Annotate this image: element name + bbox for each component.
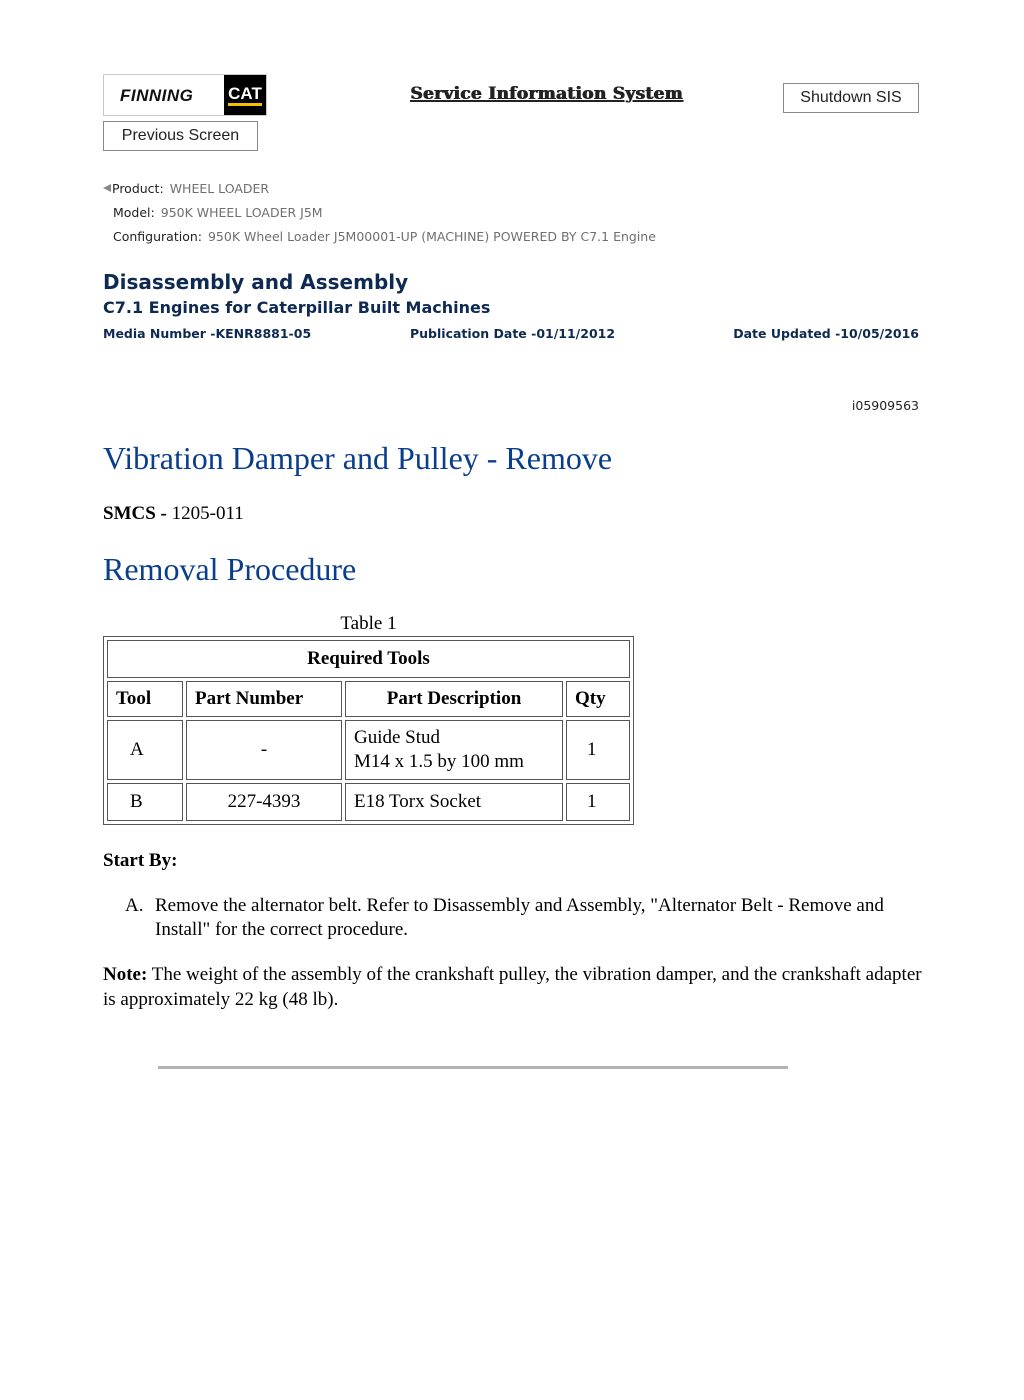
document-section: Disassembly and Assembly [103, 270, 409, 294]
document-id: i05909563 [851, 398, 919, 413]
smcs-code [103, 503, 244, 525]
column-header-qty: Qty [566, 681, 630, 717]
procedure-title: Removal Procedure [103, 551, 357, 587]
shutdown-sis-button[interactable]: Shutdown SIS [783, 83, 919, 113]
column-header-part-description: Part Description [345, 681, 563, 717]
media-number: Media Number -KENR8881-05 [103, 326, 312, 341]
part-description-line: M14 x 1.5 by 100 mm [354, 751, 524, 772]
part-number-cell: - [186, 720, 342, 780]
note-paragraph [103, 962, 923, 1012]
smcs-value: 1205-011 [171, 503, 244, 524]
column-header-part-number: Part Number [186, 681, 342, 717]
product-label: Product: [112, 181, 164, 196]
sis-title: Service Information System [410, 84, 683, 104]
step-text: Remove the alternator belt. Refer to Disassembly and Assembly, "Alternator Belt - Remove and Install" for the correct procedure. [155, 895, 884, 940]
part-description-line: Guide Stud [354, 727, 441, 748]
note-text: The weight of the assembly of the crankshaft pulley, the vibration damper, and the crankshaft adapter is approximately 22 kg (48 lb). [103, 964, 922, 1010]
cat-logo [224, 75, 266, 115]
part-description-cell: E18 Torx Socket [345, 783, 563, 821]
configuration-value: 950K Wheel Loader J5M00001-UP (MACHINE) POWERED BY C7.1 Engine [207, 229, 656, 244]
tool-cell: A [107, 720, 183, 780]
smcs-label: SMCS - [103, 503, 172, 524]
part-number-cell: 227-4393 [186, 783, 342, 821]
back-arrow-icon[interactable] [102, 183, 112, 193]
previous-screen-button[interactable]: Previous Screen [103, 121, 258, 151]
product-row [112, 181, 269, 196]
model-label: Model: [113, 205, 155, 220]
table-row [107, 720, 630, 780]
document-subtitle: C7.1 Engines for Caterpillar Built Machines [103, 298, 491, 317]
required-tools-table [103, 636, 634, 825]
model-value: 950K WHEEL LOADER J5M [160, 205, 323, 220]
column-header-tool: Tool [107, 681, 183, 717]
configuration-row [113, 229, 656, 244]
finning-logo-text: FINNING [120, 86, 194, 105]
table-row [107, 783, 630, 821]
step-marker: A. [125, 895, 144, 916]
cat-logo-text: CAT [228, 85, 262, 106]
model-row [113, 205, 323, 220]
table-caption: Table 1 [340, 613, 397, 634]
note-label: Note: [103, 964, 148, 985]
start-by-label: Start By: [103, 850, 178, 871]
configuration-label: Configuration: [113, 229, 202, 244]
qty-cell: 1 [566, 783, 630, 821]
divider [158, 1066, 788, 1069]
tool-cell: B [107, 783, 183, 821]
date-updated: Date Updated -10/05/2016 [733, 326, 919, 341]
publication-date: Publication Date -01/11/2012 [410, 326, 616, 341]
product-value: WHEEL LOADER [169, 181, 270, 196]
qty-cell: 1 [566, 720, 630, 780]
finning-cat-logo [103, 74, 267, 116]
part-description-cell [345, 720, 563, 780]
page-title: Vibration Damper and Pulley - Remove [103, 440, 613, 476]
table-heading: Required Tools [107, 640, 630, 678]
